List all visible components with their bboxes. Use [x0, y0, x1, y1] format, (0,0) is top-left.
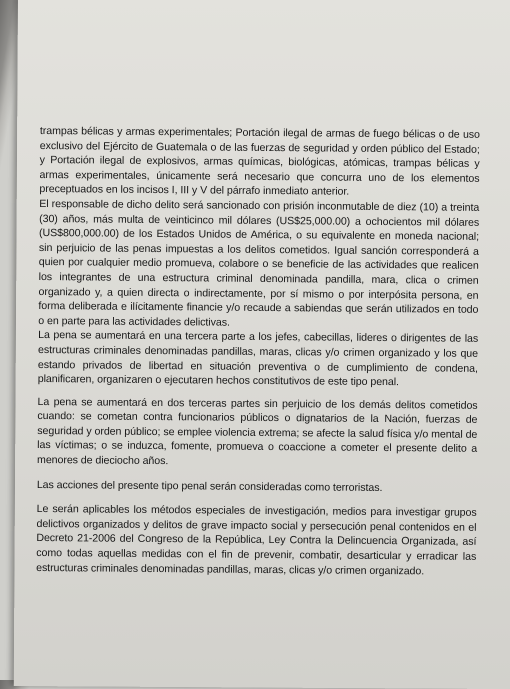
paragraph-terrorist-actions: Las acciones del presente tipo penal serán consideradas como terroristas. — [36, 478, 383, 494]
paragraph-aggravation-two-thirds: La pena se aumentará en dos terceras partes sin perjuicio de los demás delitos cometidos cuando: se cometan contra funcionarios públicos o dignatarios de la Nación, fuerzas de seguridad y orden público; se emplee violencia extrema; se afecte la salud física y/o mental de las víctimas; o se induzca, fomente, promueva o coaccione a cometer el presente delito a menores de dieciocho años. — [37, 395, 478, 468]
paragraph-aggravation-leaders: La pena se aumentará en una tercera parte a los jefes, cabecillas, lideres o dirigentes de las estructuras criminales denominadas pandillas, maras, clicas y/o crimen organizado y los que estando privados de libertad en situación preventiva o de cumplimiento de condena, planificaren, organizaren o ejecutaren hechos constitutivos de este tipo penal. — [37, 329, 479, 389]
document-text — [36, 124, 480, 579]
paragraph-sanction: El responsable de dicho delito será sancionado con prisión inconmutable de diez (10) a treinta (30) años, más multa de veinticinco mil dólares (US$25,000.00) a ochocientos mil dólares (US$800,000.00) de los Estados Unidos de América, o su equivalente en moneda nacional; sin perjuicio de las penas impuestas a los delitos cometidos. Igual sanción corresponderá a quien por cualquier medio promueva, colabore o se beneficie de las actividades que realicen los integrantes de una estructura criminal denominada pandilla, mara, clica o crimen organizado y, a quien directa o indirectamente, por sí mismo o por interpósita persona, en forma deliberada e ilícitamente financie y/o recaude a sabiendas que serán utilizados en todo o en parte para las actividades delictivas. — [38, 197, 480, 329]
paragraph-investigation-methods: Le serán aplicables los métodos especiales de investigación, medios para investigar grupos delictivos organizados y delitos de grave impacto social y persecución penal contenidos en el Decreto 21-2006 del Congreso de la República, Ley Contra la Delincuencia Organizada, así como todas aquellas medidas con el fin de prevenir, combatir, desarticular y erradicar las estructuras criminales denominadas pandillas, maras, clicas y/o crimen organizado. — [36, 503, 477, 577]
paragraph-weapons-list: trampas bélicas y armas experimentales; Portación ilegal de armas de fuego bélicas o de uso exclusivo del Ejército de Guatemala o de las fuerzas de seguridad y orden público del Estado; y Portación ilegal de explosivos, armas químicas, biológicas, atómicas, trampas bélicas y armas experimentales, únicamente será necesario que concurra uno de los elementos preceptuados en los incisos I, III y V del párrafo inmediato anterior. — [39, 124, 480, 199]
